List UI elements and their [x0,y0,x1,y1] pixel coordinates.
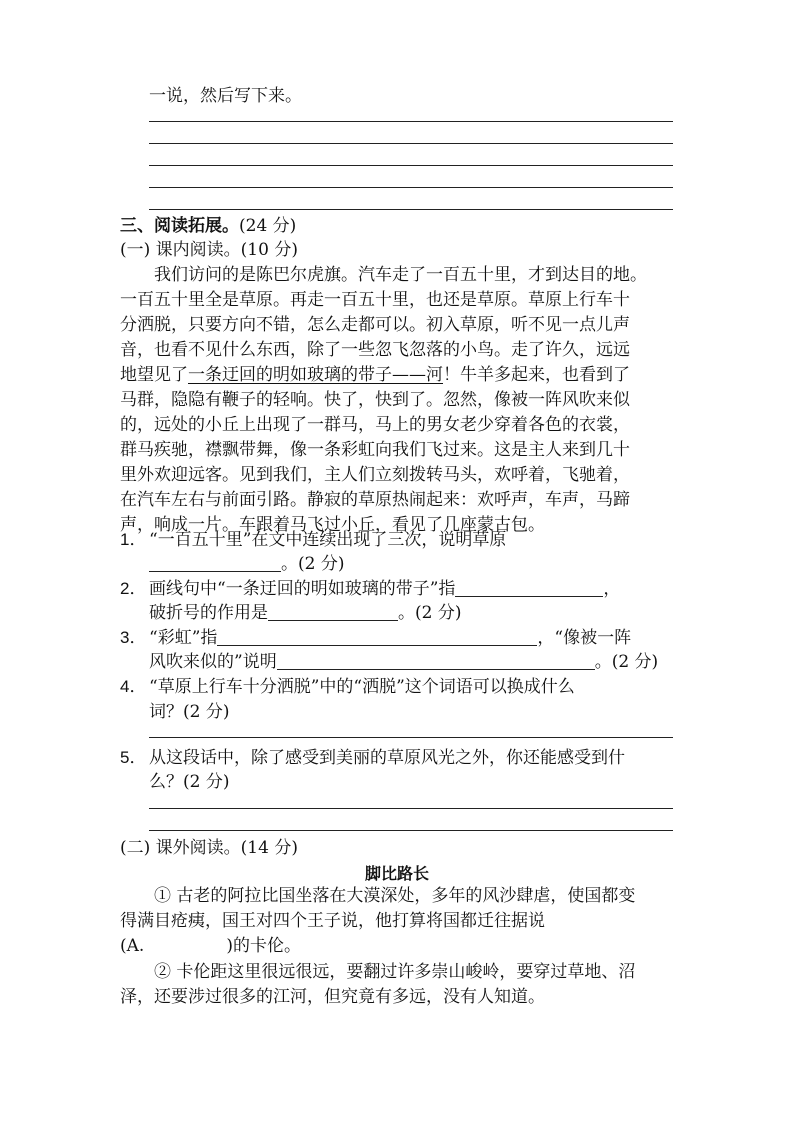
section3-title: 三、阅读拓展。 [120,216,239,236]
question-4-text-b: 词？(2 分) [149,702,230,722]
question-3-line-b [149,650,675,674]
answer-line[interactable] [149,830,673,831]
passage1-line [120,363,676,387]
question-text: 风吹来似的”说明 [149,652,277,672]
passage1-line: 一百五十里全是草原。再走一百五十里，也还是草原。草原上行车十 [120,290,630,310]
answer-line[interactable] [149,121,673,122]
question-2-line-a [149,577,675,601]
question-score: 。(2 分) [398,603,462,623]
answer-line[interactable] [149,808,673,809]
answer-blank[interactable] [149,553,281,572]
answer-line[interactable] [149,165,673,166]
answer-blank[interactable] [277,651,595,670]
question-number: 2． [120,579,147,598]
passage1-line: 分洒脱，只要方向不错，怎么走都可以。初入草原，听不见一点儿声 [120,315,630,335]
intro-tail: 一说，然后写下来。 [149,86,302,106]
answer-line[interactable] [149,737,673,738]
question-number: 1． [120,530,147,549]
passage2-line: ① 古老的阿拉比国坐落在大漠深处，多年的风沙肆虐，使国都变 [120,886,636,906]
passage1-line: 马群，隐隐有鞭子的轻响。快了，快到了。忽然，像被一阵风吹来似 [120,390,630,410]
question-5-text: 从这段话中，除了感受到美丽的草原风光之外，你还能感受到什 [149,748,625,768]
answer-line[interactable] [149,187,673,188]
question-number: 4． [120,677,147,696]
passage2-line [120,934,676,958]
question-1-text: “一百五十里”在文中连续出现了三次，说明草原 [149,530,507,550]
passage1-line: 的，远处的小丘上出现了一群马，马上的男女老少穿着各色的衣裳， [120,415,630,435]
answer-blank[interactable] [268,602,398,621]
passage1-line: 音，也看不见什么东西，除了一些忽飞忽落的小鸟。走了许久，远远 [120,340,630,360]
answer-blank[interactable] [217,627,537,646]
passage2-line: 得满目疮痍，国王对四个王子说，他打算将国都迁往据说 [120,911,545,931]
question-number: 3． [120,628,147,647]
section3-score: (24 分) [239,216,297,236]
passage1-line: 我们访问的是陈巴尔虎旗。汽车走了一百五十里，才到达目的地。 [120,265,647,285]
question-3-line-a [149,626,675,650]
question-text: ， [603,579,621,599]
question-score: 。(2 分) [281,554,345,574]
question-1-answer [149,552,675,576]
passage1-line: 在汽车左右与前面引路。静寂的草原热闹起来：欢呼声，车声，马蹄 [120,490,630,510]
underlined-sentence: 一条迂回的明如玻璃的带子——河 [188,365,443,385]
question-4-text: “草原上行车十分洒脱”中的“洒脱”这个词语可以换成什么 [149,677,575,697]
passage1-text: 地望见了 [120,365,188,385]
question-score: 。(2 分) [594,652,659,672]
answer-line[interactable] [149,209,673,210]
part2-label: (二) 课外阅读。(14 分) [120,838,298,858]
passage2-text: )的卡伦。 [226,936,301,956]
question-text: 画线句中“一条迂回的明如玻璃的带子”指 [149,579,456,599]
passage1-line: 群马疾驰，襟飘带舞，像一条彩虹向我们飞过来。这是主人来到几十 [120,440,630,460]
answer-line[interactable] [149,143,673,144]
part1-label: (一) 课内阅读。(10 分) [120,240,298,260]
question-number: 5． [120,748,147,767]
question-text: 破折号的作用是 [149,603,268,623]
passage2-title: 脚比路长 [364,864,429,883]
question-text: “彩虹”指 [149,628,218,648]
passage1-line: 里外欢迎远客。见到我们，主人们立刻拨转马头，欢呼着，飞驰着， [120,465,630,485]
passage2-line: ② 卡伦距这里很远很远，要翻过许多崇山峻岭，要穿过草地、沼 [120,962,636,982]
question-text: ，“像被一阵 [537,628,632,648]
passage1-line: 声，响成一片。车跟着马飞过小丘，看见了几座蒙古包。 [120,515,545,535]
question-2-line-b [149,601,675,625]
section3-heading [120,214,676,238]
question-5-text-b: 么？(2 分) [149,772,230,792]
passage2-line: 泽，还要涉过很多的江河，但究竟有多远，没有人知道。 [120,987,545,1007]
answer-blank[interactable] [455,578,603,597]
passage1-text: ！牛羊多起来，也看到了 [443,365,630,385]
blank-label: (A. [120,936,145,956]
